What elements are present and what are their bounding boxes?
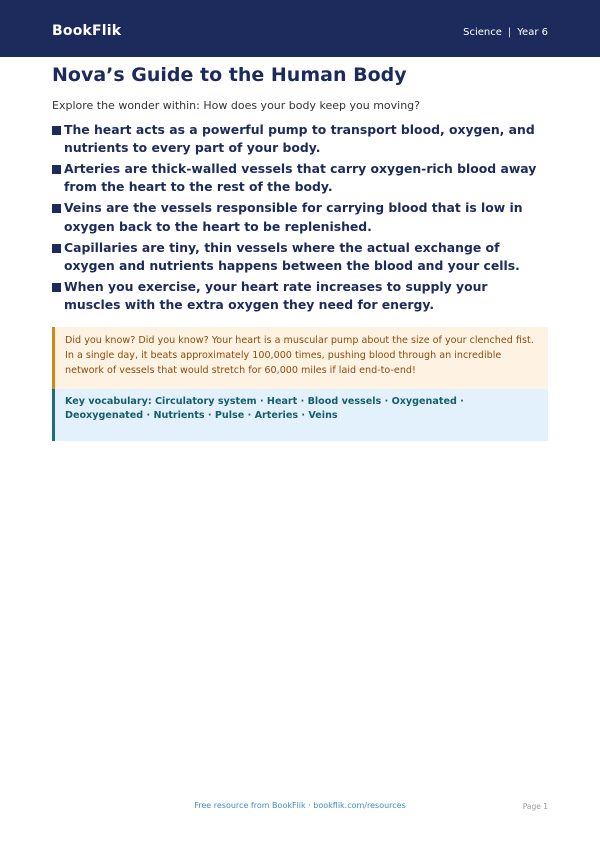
key-vocabulary-box: Key vocabulary: Circulatory system · Heart · Blood vessels · Oxygenated · Deoxygenated · Nutrients · Pulse · Arteries · Veins — [52, 389, 548, 441]
key-point — [52, 199, 548, 235]
key-point-text: The heart acts as a powerful pump to transport blood, oxygen, and nutrients to every part of your body. — [64, 122, 535, 156]
intro-text: Explore the wonder within: How does your body keep you moving? — [52, 99, 420, 112]
key-point — [52, 160, 548, 196]
page-number: Page 1 — [522, 802, 548, 811]
meta-separator: | — [507, 27, 512, 38]
key-point — [52, 239, 548, 275]
fun-fact-box: Did you know? Did you know? Your heart is a muscular pump about the size of your clenched fist. In a single day, it beats approximately 100,000 times, pushing blood through an incredible network of vessels that would stretch for 60,000 miles if laid end-to-end! — [52, 327, 548, 389]
square-bullet-icon — [52, 165, 61, 174]
subject-label: Science — [463, 27, 502, 38]
square-bullet-icon — [52, 283, 61, 292]
key-point-text: When you exercise, your heart rate increases to supply your muscles with the extra oxygen they need for energy. — [64, 278, 488, 313]
square-bullet-icon — [52, 204, 61, 213]
key-points-list — [52, 121, 548, 317]
square-bullet-icon — [52, 126, 61, 135]
year-label: Year 6 — [517, 27, 548, 38]
header-bar — [0, 0, 600, 57]
key-point — [52, 278, 548, 314]
square-bullet-icon — [52, 244, 61, 253]
header-meta — [463, 27, 548, 38]
key-point-text: Capillaries are tiny, thin vessels where the actual exchange of oxygen and nutrients happens between the blood and your cells. — [64, 239, 520, 273]
footer-resource-link[interactable]: Free resource from BookFlik · bookflik.com/resources — [194, 801, 406, 810]
brand-logo-text[interactable]: BookFlik — [52, 23, 122, 39]
key-point-text: Veins are the vessels responsible for carrying blood that is low in oxygen back to the heart to be replenished. — [64, 200, 523, 234]
key-point — [52, 121, 548, 157]
page-title: Nova’s Guide to the Human Body — [52, 64, 407, 86]
key-point-text: Arteries are thick-walled vessels that carry oxygen-rich blood away from the heart to the rest of the body. — [64, 161, 537, 195]
